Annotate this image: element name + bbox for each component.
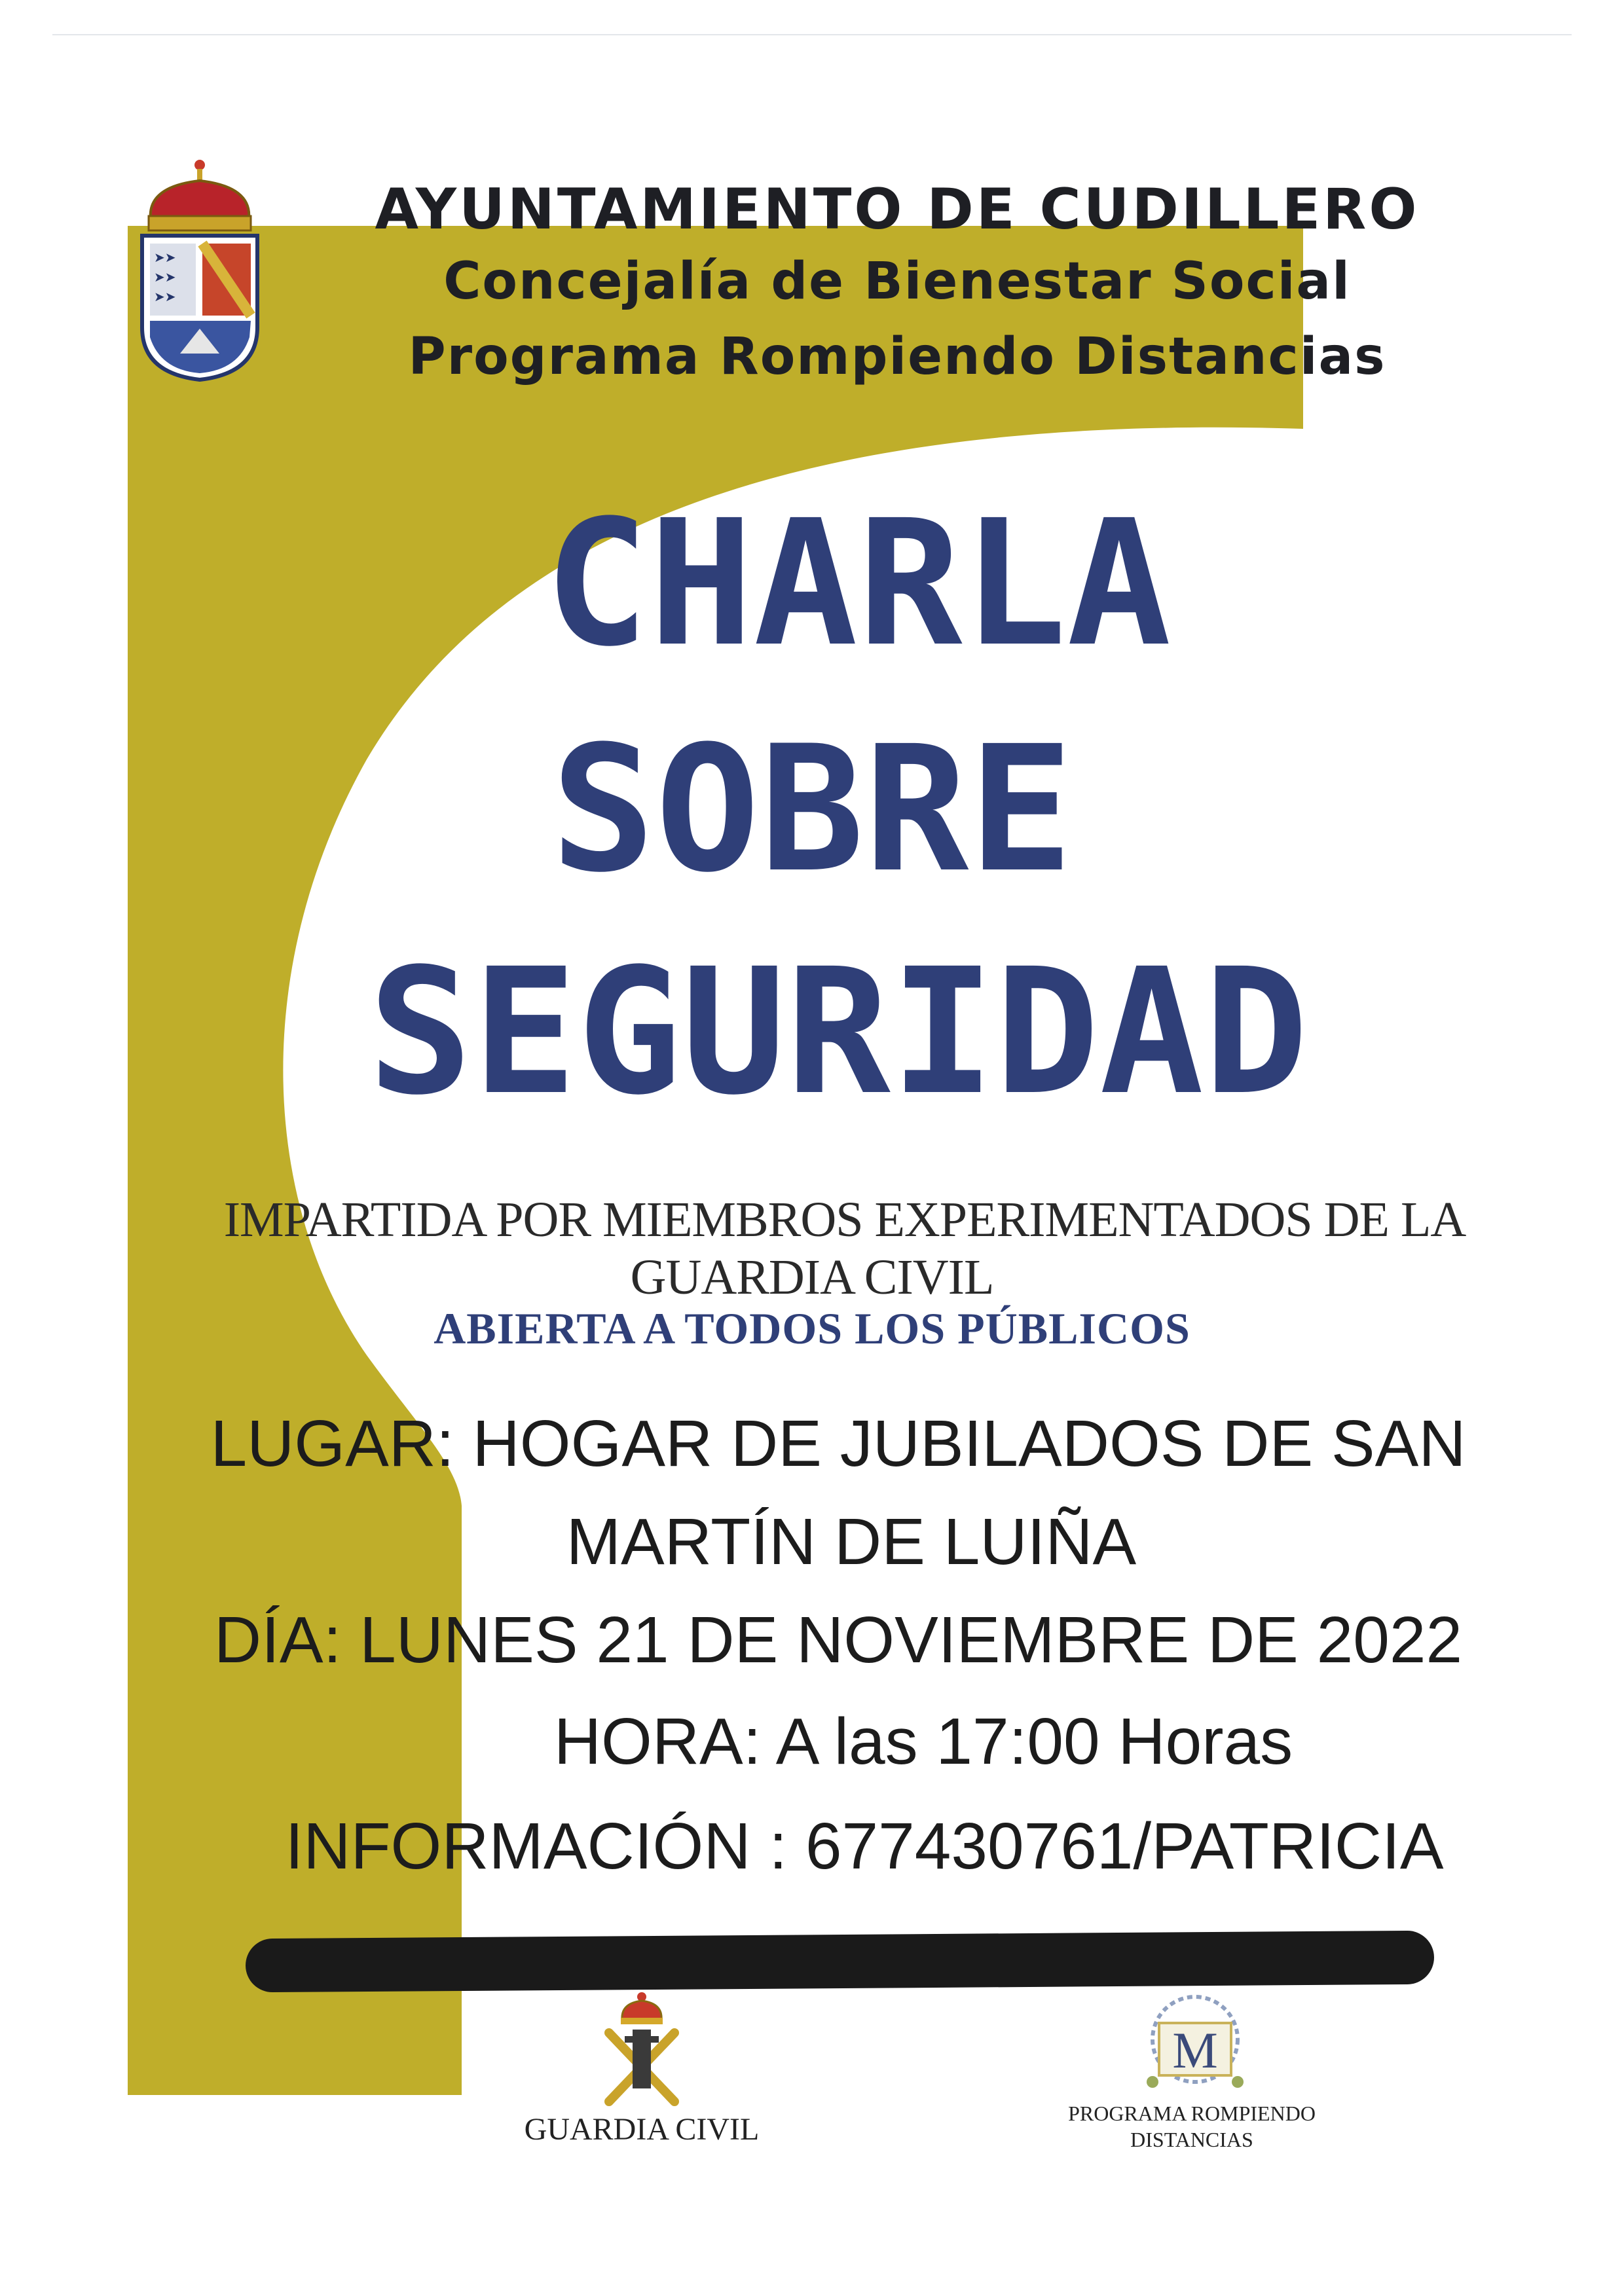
- subtitle-line-1: IMPARTIDA POR MIEMBROS EXPERIMENTADOS DE LA: [223, 1192, 1466, 1247]
- header-municipality: AYUNTAMIENTO DE CUDILLERO: [375, 177, 1420, 242]
- guardia-civil-caption: GUARDIA CIVIL: [524, 2112, 760, 2147]
- svg-text:➤➤: ➤➤: [154, 249, 176, 265]
- title-line-1: CHARLA: [544, 483, 1172, 685]
- programa-caption-line-2: DISTANCIAS: [1130, 2128, 1253, 2151]
- audience-note: ABIERTA A TODOS LOS PÚBLICOS: [434, 1303, 1190, 1353]
- cudillero-crest-icon: [134, 157, 265, 386]
- programa-caption-line-1: PROGRAMA ROMPIENDO: [1068, 2102, 1316, 2125]
- rompiendo-distancias-logo-icon: [1133, 1990, 1257, 2102]
- svg-text:➤➤: ➤➤: [154, 269, 176, 285]
- svg-text:➤➤: ➤➤: [154, 289, 176, 304]
- subtitle-line-2: GUARDIA CIVIL: [630, 1250, 994, 1305]
- redaction-bar: [246, 1931, 1435, 1993]
- header-department: Concejalía de Bienestar Social: [443, 252, 1351, 311]
- lugar-continuation: MARTÍN DE LUIÑA: [566, 1505, 1137, 1578]
- svg-text:M: M: [1172, 2022, 1218, 2079]
- header-program: Programa Rompiendo Distancias: [408, 327, 1386, 386]
- title-line-3: SEGURIDAD: [368, 932, 1308, 1133]
- dia-line: DÍA: LUNES 21 DE NOVIEMBRE DE 2022: [213, 1603, 1463, 1677]
- hora-line: HORA: A las 17:00 Horas: [553, 1705, 1293, 1778]
- guardia-civil-emblem-icon: [589, 1990, 694, 2108]
- title-line-2: SOBRE: [551, 709, 1073, 911]
- informacion-line: INFORMACIÓN : 677430761/PATRICIA: [285, 1810, 1444, 1883]
- lugar-line: LUGAR: HOGAR DE JUBILADOS DE SAN: [210, 1407, 1466, 1480]
